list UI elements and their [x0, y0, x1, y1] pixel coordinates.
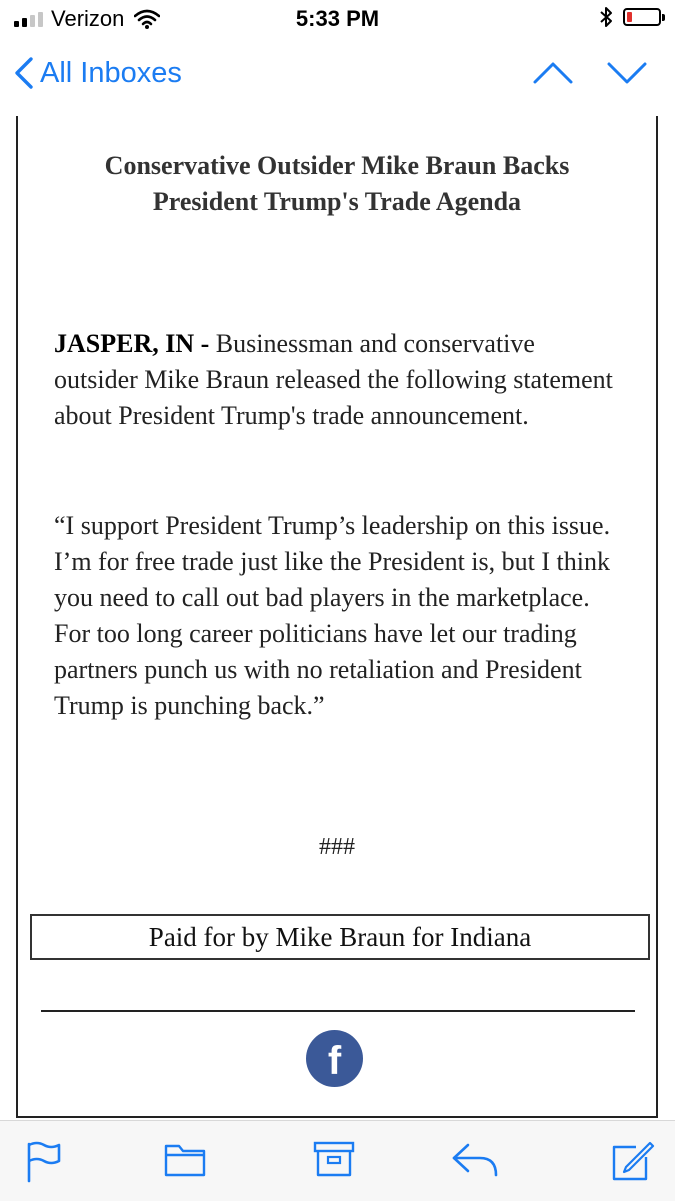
chevron-left-icon: [14, 56, 34, 90]
status-right: [599, 6, 661, 28]
paid-for-disclaimer: Paid for by Mike Braun for Indiana: [30, 914, 650, 960]
email-body: [16, 116, 658, 1118]
bottom-toolbar: [0, 1120, 675, 1201]
next-message-button[interactable]: [606, 60, 648, 86]
intro-text: Businessman and conservative outsider Mike Braun released the following statement about President Trump's trade announcement.: [54, 329, 613, 430]
reply-icon[interactable]: [450, 1139, 502, 1179]
headline-line-1: Conservative Outsider Mike Braun Backs: [104, 151, 570, 180]
dateline: JASPER, IN -: [54, 329, 210, 358]
chevron-up-icon: [535, 64, 571, 82]
carrier-name: Verizon: [51, 6, 125, 31]
nav-bar: [0, 40, 675, 116]
battery-icon: [623, 8, 661, 26]
folder-icon[interactable]: [163, 1139, 207, 1179]
intro-paragraph: [54, 326, 624, 434]
battery-level: [627, 12, 632, 22]
end-mark: ###: [319, 834, 355, 860]
status-time: 5:33 PM: [295, 6, 380, 31]
chevron-down-icon: [609, 64, 645, 82]
facebook-icon[interactable]: f: [306, 1030, 363, 1087]
email-headline: [48, 148, 626, 220]
archive-icon[interactable]: [312, 1139, 356, 1179]
quote-paragraph: “I support President Trump’s leadership on this issue. I’m for free trade just like the President is, but I think you need to call out bad players in the marketplace. For too long career politicians have let our trading partners punch us with no retaliation and President Trump is punching back.”: [54, 511, 611, 720]
back-button[interactable]: [14, 56, 182, 90]
headline-line-2: President Trump's Trade Agenda: [152, 187, 522, 216]
status-bar: [0, 0, 675, 40]
back-label: All Inboxes: [40, 56, 182, 89]
compose-icon[interactable]: [610, 1139, 656, 1183]
previous-message-button[interactable]: [532, 60, 574, 86]
bluetooth-icon: [599, 6, 613, 28]
flag-icon[interactable]: [24, 1139, 64, 1183]
divider: [41, 1010, 635, 1012]
